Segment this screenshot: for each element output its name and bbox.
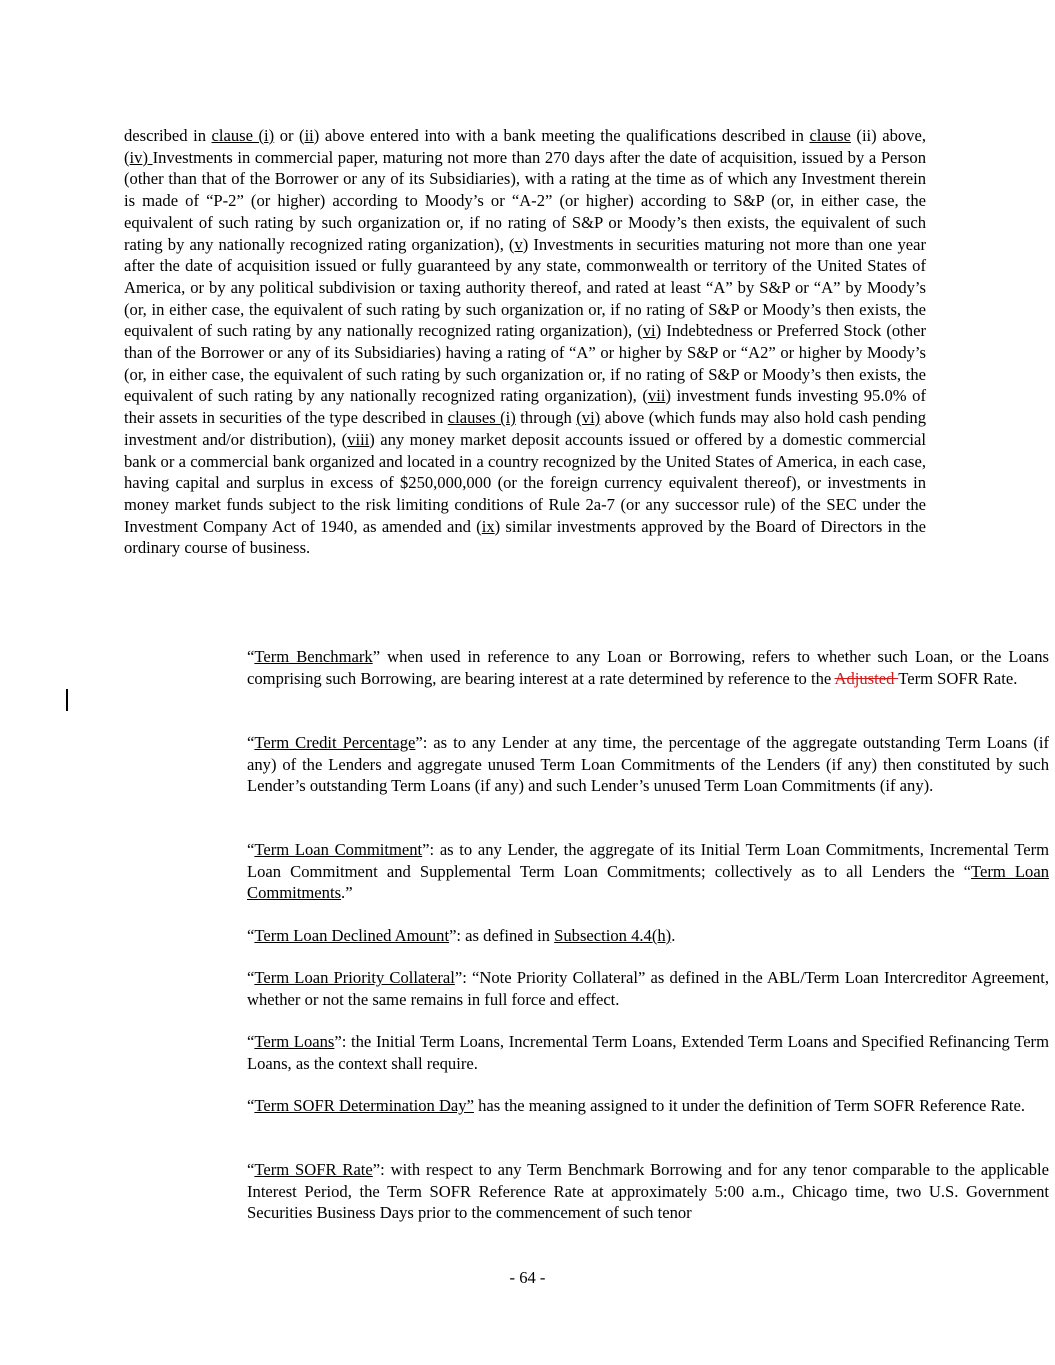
cross-reference: (vi) [576,408,601,428]
clause-marker: viii [347,429,370,449]
cross-reference: clause (i) [211,126,275,145]
page-number: - 64 - [509,1268,546,1287]
text-run: ) above entered into with a bank meeting the qualifications described in [313,126,810,145]
text-run: “ [247,968,255,987]
definition-term-sofr-determination-day [124,1095,1049,1117]
definition-term-credit-percentage [124,732,1049,797]
definition-term-loan-priority-collateral [124,967,1049,1010]
defined-term: Term SOFR Determination Day” [254,1096,474,1115]
defined-term: Term Loan Priority Collateral [254,968,455,987]
text-run: . [671,926,676,945]
text-run: ) Indebtedness or Preferred Stock (other than of the Borrower or any of its Subsidiaries) having a rating of “A” or higher by S&P or “A2” or higher by Moody’s (or, in either case, the equivalent of such rating by such organization or, if no rating of S&P or Moody’s then exists, the equivalent of such rating by any nationally recognized rating organization), ( [124,321,926,406]
clause-marker: iv) [129,147,153,167]
defined-term: Term SOFR Rate [254,1160,373,1179]
text-run: ”: as to any Lender, the aggregate of its Initial Term Loan Commitments, Incremental Term Loan Commitment and Supplemental Term Loan Commitments; collectively as to all Lenders the “ [247,840,1049,881]
text-run: through [515,408,577,428]
clause-marker: ii [304,126,314,145]
text-run: Term SOFR Rate. [898,668,1018,688]
cross-reference: Subsection 4.4(h) [554,926,672,945]
text-run: ”: as defined in [449,926,555,945]
text-run: (ii) above, ( [124,126,926,167]
text-run: ”: “Note Priority Collateral” as defined in the ABL/Term Loan Intercreditor Agreement, whether or not the same remains in full force and effect. [247,968,1049,1009]
text-run: ) investment funds investing 95.0% of their assets in securities of the type described in [124,386,927,428]
text-run: has the meaning assigned to it under the definition of Term SOFR Reference Rate. [473,1096,1026,1115]
clause-marker: v [514,234,523,254]
text-run: “ [247,1032,255,1051]
clause-marker: vi [642,321,656,341]
text-run: “ [247,840,255,859]
clause-marker: ix [481,516,495,536]
defined-term: Term Benchmark [254,647,373,666]
definition-term-loans [124,1031,1049,1074]
text-run: “ [247,733,255,752]
text-run: ) any money market deposit accounts issued or offered by a domestic commercial bank or a commercial bank organized and located in a country recognized by the United States of America, in each case, having capital and surplus in excess of $250,000,000 (or the foreign currency equivalent thereof), or investments in money market funds subject to the risk limiting conditions of Rule 2a-7 (or any successor rule) of the SEC under the Investment Company Act of 1940, as amended and ( [124,429,926,536]
text-run: “ [247,647,255,666]
text-run: ” when used in reference to any Loan or Borrowing, refers to whether such Loan, or the Loans comprising such Borrowing, are bearing interest at a rate determined by reference to the [247,647,1049,688]
defined-term: Term Loan Declined Amount [254,926,450,945]
text-run: described in [124,126,212,145]
definition-term-benchmark [124,646,1049,689]
definition-term-loan-commitment [124,839,1049,904]
cross-reference: clauses (i) [447,408,516,428]
paragraph-cash-equivalents-continued [124,125,926,559]
text-run: or ( [274,126,305,145]
defined-term: Term Credit Percentage [254,733,416,752]
clause-marker: vii [647,386,666,406]
text-run: .” [341,883,353,903]
definition-term-loan-declined-amount [124,925,1049,947]
text-run: ”: with respect to any Term Benchmark Borrowing and for any tenor comparable to the applicable Interest Period, the Term SOFR Reference Rate at approximately 5:00 a.m., Chicago time, two U.S. Government Securities Business Days prior to the commencement of such tenor [247,1160,1049,1223]
text-run: “ [247,1160,255,1179]
text-run: Investments in commercial paper, maturing not more than 270 days after the date of acquisition, issued by a Person (other than that of the Borrower or any of its Subsidiaries), with a rating at the time as of which any Investment therein is made of “P-2” (or higher) according to Moody’s or “A-2” (or higher) according to S&P (or, in either case, the equivalent of such rating by such organization or, if no rating of S&P or Moody’s then exists, the equivalent of such rating by any nationally recognized rating organization), ( [124,147,926,254]
defined-term: Term Loans [254,1032,335,1051]
text-run: “ [247,1096,255,1115]
text-run: ) Investments in securities maturing not more than one year after the date of acquisition issued or fully guaranteed by any state, commonwealth or territory of the United States of America, or by any political subdivision or taxing authority thereof, and rated at least “A” by S&P or “A” by Moody’s (or, in either case, the equivalent of such rating by such organization or, if no rating of S&P or Moody’s then exists, the equivalent of such rating by any nationally recognized rating organization), ( [124,234,927,341]
text-run: “ [247,926,255,945]
definition-term-sofr-rate [124,1159,1049,1224]
text-run: ”: as to any Lender at any time, the percentage of the aggregate outstanding Term Loans (if any) of the Lenders and aggregate unused Term Loan Commitments of the Lenders (if any) then constituted by such Lender’s outstanding Term Loans (if any) and such Lender’s unused Term Loan Commitments (if any). [247,733,1049,796]
cross-reference: clause [809,126,851,145]
defined-term: Term Loan Commitment [254,840,423,859]
defined-term: Term Loan Commitments [247,861,1049,903]
text-run: ”: the Initial Term Loans, Incremental Term Loans, Extended Term Loans and Specified Refinancing Term Loans, as the context shall require. [247,1032,1049,1073]
deleted-text: Adjusted [834,668,899,688]
text-run: above (which funds may also hold cash pending investment and/or distribution), ( [124,408,926,449]
revision-change-bar [66,689,68,711]
text-run: ) similar investments approved by the Board of Directors in the ordinary course of business. [124,516,926,558]
